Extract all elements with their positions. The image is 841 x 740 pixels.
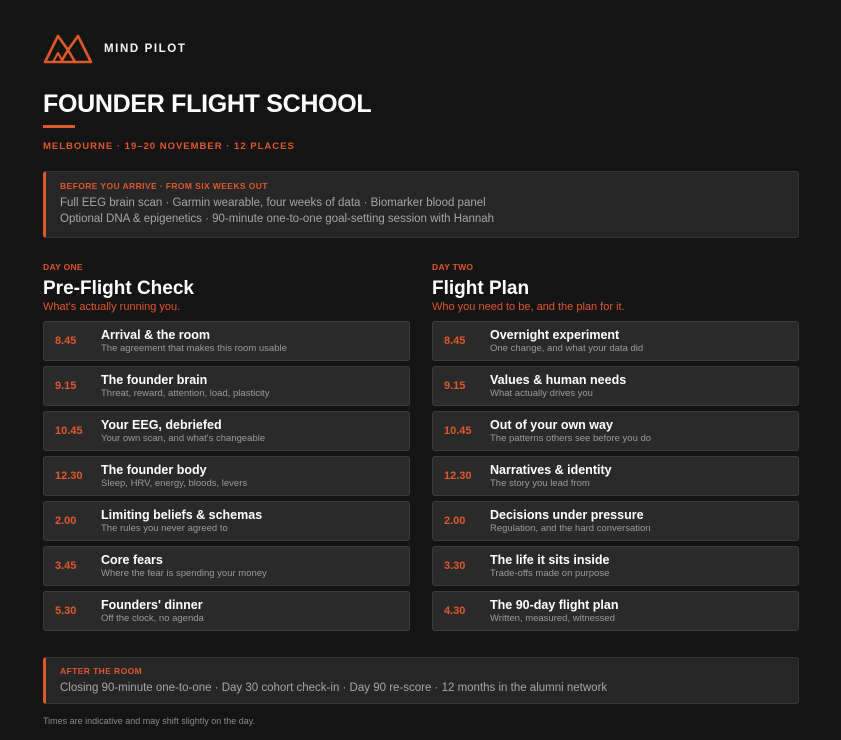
before-line: Optional DNA & epigenetics · 90-minute one-to-one goal-setting session with Hannah: [60, 213, 495, 225]
session-description: Regulation, and the hard conversation: [490, 522, 651, 534]
event-details: MELBOURNE · 19–20 NOVEMBER · 12 PLACES: [43, 141, 295, 152]
session-title: Decisions under pressure: [490, 507, 644, 522]
session-description: Threat, reward, attention, load, plasticity: [101, 387, 270, 399]
session-description: Your own scan, and what's changeable: [101, 432, 266, 444]
session-time: 5.30: [55, 605, 77, 617]
day-one-column: [43, 262, 410, 636]
after-label: AFTER THE ROOM: [60, 666, 143, 676]
session-description: The rules you never agreed to: [101, 522, 228, 534]
session-item: [43, 366, 410, 406]
session-item: [43, 456, 410, 496]
day-label: DAY TWO: [432, 262, 474, 272]
footnote: Times are indicative and may shift slightly on the day.: [43, 716, 256, 726]
title-underline: [43, 125, 75, 128]
session-title: Overnight experiment: [490, 327, 620, 342]
session-time: 3.30: [444, 560, 466, 572]
session-item: [43, 591, 410, 631]
session-time: 8.45: [444, 335, 466, 347]
day-two-column: [432, 262, 799, 636]
session-item: [43, 411, 410, 451]
session-time: 2.00: [55, 515, 77, 527]
session-item: [43, 501, 410, 541]
session-title: Narratives & identity: [490, 462, 612, 477]
session-time: 2.00: [444, 515, 466, 527]
session-item: [432, 591, 799, 631]
session-description: Trade-offs made on purpose: [490, 567, 610, 579]
session-title: Your EEG, debriefed: [101, 417, 222, 432]
session-description: One change, and what your data did: [490, 342, 644, 354]
brand-logo: [43, 33, 186, 64]
session-time: 10.45: [55, 425, 83, 437]
before-label: BEFORE YOU ARRIVE · FROM SIX WEEKS OUT: [60, 181, 268, 191]
after-line: Closing 90-minute one-to-one · Day 30 cohort check-in · Day 90 re-score · 12 months in the alumni network: [60, 682, 608, 694]
day-subtitle: Who you need to be, and the plan for it.: [432, 301, 625, 313]
session-description: Written, measured, witnessed: [490, 612, 615, 624]
session-description: The patterns others see before you do: [490, 432, 652, 444]
page-title: FOUNDER FLIGHT SCHOOL: [43, 90, 372, 118]
session-title: The founder body: [101, 462, 207, 477]
session-list: [43, 321, 410, 631]
session-description: What actually drives you: [490, 387, 593, 399]
session-description: The agreement that makes this room usable: [101, 342, 287, 354]
session-item: [432, 456, 799, 496]
session-title: Limiting beliefs & schemas: [101, 507, 263, 522]
after-the-room-panel: [43, 657, 799, 704]
session-time: 8.45: [55, 335, 77, 347]
mountain-m-logo-icon: [43, 33, 93, 64]
brand-name: MIND PILOT: [104, 42, 187, 55]
session-time: 4.30: [444, 605, 466, 617]
day-label: DAY ONE: [43, 262, 83, 272]
session-time: 9.15: [55, 380, 77, 392]
session-item: [43, 546, 410, 586]
session-title: Values & human needs: [490, 372, 627, 387]
session-item: [432, 411, 799, 451]
session-title: Core fears: [101, 552, 163, 567]
session-item: [432, 546, 799, 586]
session-description: Off the clock, no agenda: [101, 612, 204, 624]
session-description: Where the fear is spending your money: [101, 567, 267, 579]
session-item: [432, 321, 799, 361]
before-line: Full EEG brain scan · Garmin wearable, four weeks of data · Biomarker blood panel: [60, 197, 486, 209]
session-title: Founders' dinner: [101, 597, 203, 612]
session-title: The life it sits inside: [490, 552, 610, 567]
session-time: 12.30: [444, 470, 472, 482]
session-title: Arrival & the room: [101, 327, 211, 342]
session-time: 10.45: [444, 425, 472, 437]
before-you-arrive-panel: [43, 171, 799, 238]
session-time: 9.15: [444, 380, 466, 392]
session-title: The 90-day flight plan: [490, 597, 619, 612]
day-title: Pre-Flight Check: [43, 278, 194, 299]
session-title: The founder brain: [101, 372, 208, 387]
session-description: Sleep, HRV, energy, bloods, levers: [101, 477, 248, 489]
session-item: [432, 366, 799, 406]
day-subtitle: What's actually running you.: [43, 301, 181, 313]
session-title: Out of your own way: [490, 417, 613, 432]
session-item: [432, 501, 799, 541]
day-title: Flight Plan: [432, 278, 530, 299]
session-description: The story you lead from: [490, 477, 590, 489]
session-list: [432, 321, 799, 631]
session-time: 12.30: [55, 470, 83, 482]
session-time: 3.45: [55, 560, 77, 572]
session-item: [43, 321, 410, 361]
